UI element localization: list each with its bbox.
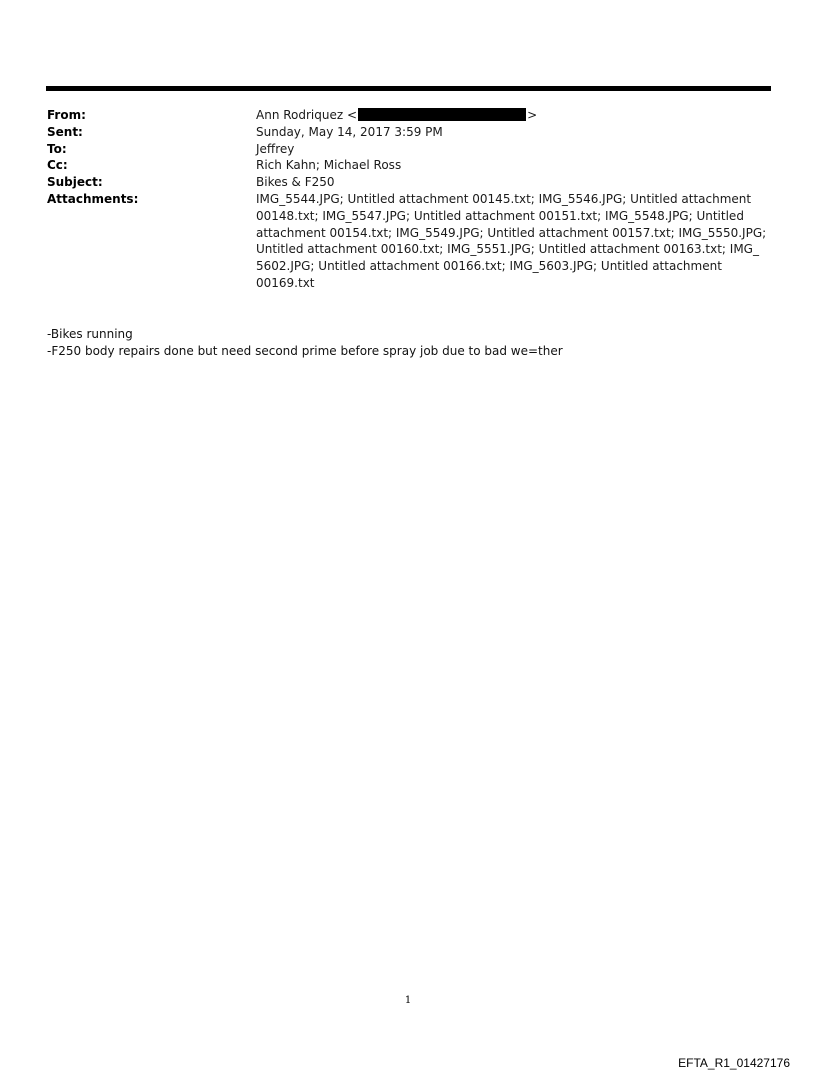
- header-divider: [46, 86, 771, 91]
- redaction-bar: [358, 108, 526, 121]
- cc-row: [47, 157, 777, 174]
- body-line: -F250 body repairs done but need second prime before spray job due to bad we=ther: [47, 344, 563, 358]
- to-row: [47, 141, 777, 158]
- to-label: To:: [47, 141, 67, 156]
- to-value: Jeffrey: [256, 141, 295, 156]
- from-label: From:: [47, 108, 86, 122]
- attachments-label: Attachments:: [47, 191, 139, 206]
- document-id-stamp: EFTA_R1_01427176: [678, 1056, 790, 1070]
- subject-label: Subject:: [47, 175, 103, 190]
- body-line: -Bikes running: [47, 327, 133, 341]
- email-body: [47, 326, 767, 360]
- sender-name: Ann Rodriquez: [256, 108, 344, 122]
- email-header-block: [47, 107, 777, 292]
- cc-value: Rich Kahn; Michael Ross: [256, 158, 402, 173]
- sent-label: Sent:: [47, 124, 83, 139]
- email-close-bracket: >: [527, 108, 538, 122]
- email-open-bracket: <: [347, 108, 358, 122]
- from-row: [47, 107, 777, 124]
- sent-row: [47, 124, 777, 141]
- attachments-list: IMG_5544.JPG; Untitled attachment 00145.txt; IMG_5546.JPG; Untitled attachment 00148.txt; IMG_5547.JPG; Untitled attachment 00151.txt; IMG_5548.JPG; Untitled attachment 00154.txt; IMG_5549.JPG; Untitled attachment 00157.txt; IMG_5550.JPG; Untitled attachment 00160.txt; IMG_5551.JPG; Untitled attachment 00163.txt; IMG_ 5602.JPG; Untitled attachment 00166.txt; IMG_5603.JPG; Untitled attachment 00169.txt: [256, 191, 767, 290]
- sent-value: Sunday, May 14, 2017 3:59 PM: [256, 124, 443, 139]
- from-value: [256, 107, 777, 124]
- subject-value: Bikes & F250: [256, 175, 335, 190]
- subject-row: [47, 174, 777, 191]
- cc-label: Cc:: [47, 158, 68, 173]
- page-number: 1: [404, 995, 412, 1006]
- attachments-row: [47, 191, 777, 292]
